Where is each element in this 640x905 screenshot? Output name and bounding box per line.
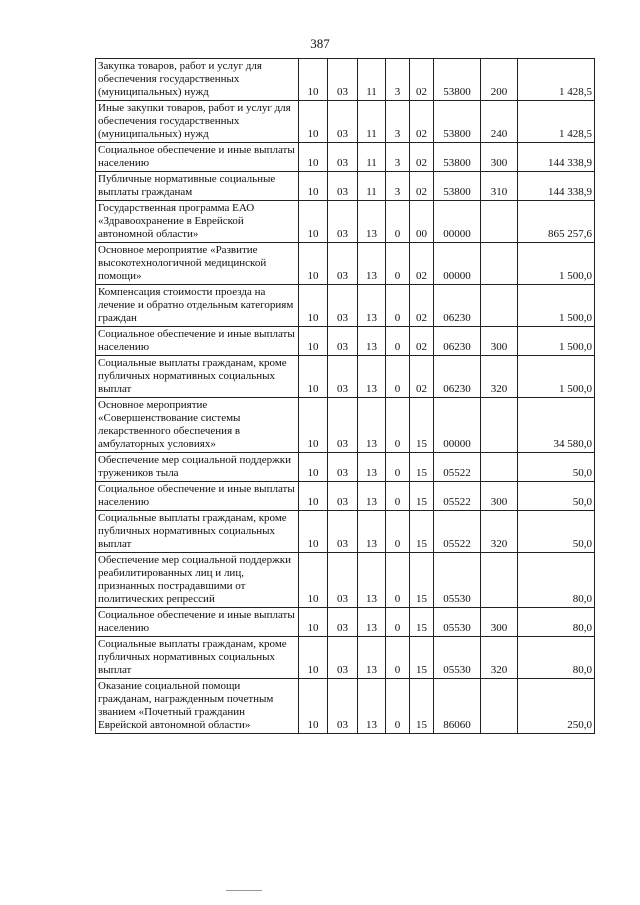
activity-code-cell: 15: [410, 608, 434, 637]
amount-cell: 50,0: [518, 511, 595, 553]
subsection-code-cell: 03: [328, 482, 358, 511]
program-code-cell: 13: [358, 243, 386, 285]
expense-type-cell: 320: [481, 356, 518, 398]
subsection-code-cell: 03: [328, 243, 358, 285]
direction-code-cell: 05530: [434, 637, 481, 679]
footer-divider: [226, 890, 262, 891]
activity-code-cell: 02: [410, 59, 434, 101]
amount-cell: 865 257,6: [518, 201, 595, 243]
subprogram-code-cell: 0: [386, 201, 410, 243]
amount-cell: 250,0: [518, 679, 595, 734]
item-name-cell: Социальное обеспечение и иные выплаты населению: [96, 327, 299, 356]
activity-code-cell: 02: [410, 243, 434, 285]
table-row: [96, 143, 595, 172]
table-row: [96, 608, 595, 637]
subsection-code-cell: 03: [328, 59, 358, 101]
table-row: [96, 398, 595, 453]
subprogram-code-cell: 0: [386, 637, 410, 679]
program-code-cell: 13: [358, 482, 386, 511]
table-row: [96, 285, 595, 327]
item-name-cell: Оказание социальной помощи гражданам, награжденным почетным званием «Почетный гражданин Еврейской автономной области»: [96, 679, 299, 734]
expense-type-cell: 300: [481, 143, 518, 172]
activity-code-cell: 15: [410, 398, 434, 453]
direction-code-cell: 05522: [434, 453, 481, 482]
table-row: [96, 327, 595, 356]
item-name-cell: Государственная программа ЕАО «Здравоохранение в Еврейской автономной области»: [96, 201, 299, 243]
section-code-cell: 10: [299, 356, 328, 398]
subprogram-code-cell: 3: [386, 172, 410, 201]
item-name-cell: Социальное обеспечение и иные выплаты населению: [96, 608, 299, 637]
item-name-cell: Обеспечение мер социальной поддержки тружеников тыла: [96, 453, 299, 482]
direction-code-cell: 06230: [434, 327, 481, 356]
program-code-cell: 13: [358, 608, 386, 637]
table-row: [96, 637, 595, 679]
program-code-cell: 13: [358, 553, 386, 608]
section-code-cell: 10: [299, 453, 328, 482]
direction-code-cell: 05522: [434, 482, 481, 511]
program-code-cell: 13: [358, 356, 386, 398]
section-code-cell: 10: [299, 679, 328, 734]
expense-type-cell: 240: [481, 101, 518, 143]
subsection-code-cell: 03: [328, 201, 358, 243]
activity-code-cell: 00: [410, 201, 434, 243]
table-row: [96, 356, 595, 398]
amount-cell: 1 428,5: [518, 59, 595, 101]
direction-code-cell: 05522: [434, 511, 481, 553]
item-name-cell: Компенсация стоимости проезда на лечение и обратно отдельным категориям граждан: [96, 285, 299, 327]
section-code-cell: 10: [299, 201, 328, 243]
table-row: [96, 101, 595, 143]
section-code-cell: 10: [299, 285, 328, 327]
amount-cell: 34 580,0: [518, 398, 595, 453]
program-code-cell: 11: [358, 143, 386, 172]
program-code-cell: 13: [358, 637, 386, 679]
expense-type-cell: 300: [481, 327, 518, 356]
subprogram-code-cell: 3: [386, 101, 410, 143]
direction-code-cell: 00000: [434, 201, 481, 243]
section-code-cell: 10: [299, 172, 328, 201]
activity-code-cell: 15: [410, 511, 434, 553]
activity-code-cell: 02: [410, 143, 434, 172]
item-name-cell: Публичные нормативные социальные выплаты гражданам: [96, 172, 299, 201]
table-row: [96, 201, 595, 243]
section-code-cell: 10: [299, 553, 328, 608]
item-name-cell: Социальные выплаты гражданам, кроме публичных нормативных социальных выплат: [96, 356, 299, 398]
subprogram-code-cell: 0: [386, 553, 410, 608]
subsection-code-cell: 03: [328, 101, 358, 143]
direction-code-cell: 05530: [434, 553, 481, 608]
expense-type-cell: [481, 398, 518, 453]
direction-code-cell: 53800: [434, 172, 481, 201]
section-code-cell: 10: [299, 608, 328, 637]
section-code-cell: 10: [299, 482, 328, 511]
subprogram-code-cell: 0: [386, 511, 410, 553]
table-row: [96, 453, 595, 482]
amount-cell: 50,0: [518, 453, 595, 482]
section-code-cell: 10: [299, 511, 328, 553]
subprogram-code-cell: 0: [386, 243, 410, 285]
program-code-cell: 13: [358, 511, 386, 553]
subprogram-code-cell: 0: [386, 356, 410, 398]
direction-code-cell: 06230: [434, 285, 481, 327]
subprogram-code-cell: 0: [386, 482, 410, 511]
program-code-cell: 11: [358, 101, 386, 143]
activity-code-cell: 02: [410, 356, 434, 398]
subprogram-code-cell: 3: [386, 143, 410, 172]
subprogram-code-cell: 0: [386, 327, 410, 356]
page-number: 387: [310, 36, 330, 51]
item-name-cell: Закупка товаров, работ и услуг для обеспечения государственных (муниципальных) нужд: [96, 59, 299, 101]
item-name-cell: Социальные выплаты гражданам, кроме публичных нормативных социальных выплат: [96, 511, 299, 553]
subsection-code-cell: 03: [328, 608, 358, 637]
activity-code-cell: 02: [410, 101, 434, 143]
activity-code-cell: 02: [410, 285, 434, 327]
subsection-code-cell: 03: [328, 172, 358, 201]
budget-table: [95, 58, 595, 734]
table-row: [96, 482, 595, 511]
table-row: [96, 59, 595, 101]
expense-type-cell: [481, 285, 518, 327]
subsection-code-cell: 03: [328, 356, 358, 398]
subsection-code-cell: 03: [328, 143, 358, 172]
item-name-cell: Социальное обеспечение и иные выплаты населению: [96, 143, 299, 172]
item-name-cell: Основное мероприятие «Развитие высокотехнологичной медицинской помощи»: [96, 243, 299, 285]
subprogram-code-cell: 0: [386, 453, 410, 482]
activity-code-cell: 15: [410, 482, 434, 511]
activity-code-cell: 15: [410, 553, 434, 608]
expense-type-cell: 300: [481, 608, 518, 637]
section-code-cell: 10: [299, 243, 328, 285]
direction-code-cell: 86060: [434, 679, 481, 734]
item-name-cell: Обеспечение мер социальной поддержки реабилитированных лиц и лиц, признанных пострадавшими от политических репрессий: [96, 553, 299, 608]
expense-type-cell: 320: [481, 511, 518, 553]
expense-type-cell: [481, 453, 518, 482]
section-code-cell: 10: [299, 398, 328, 453]
amount-cell: 1 500,0: [518, 356, 595, 398]
direction-code-cell: 00000: [434, 243, 481, 285]
table-row: [96, 243, 595, 285]
subprogram-code-cell: 0: [386, 679, 410, 734]
item-name-cell: Социальные выплаты гражданам, кроме публичных нормативных социальных выплат: [96, 637, 299, 679]
subsection-code-cell: 03: [328, 679, 358, 734]
table-row: [96, 553, 595, 608]
amount-cell: 50,0: [518, 482, 595, 511]
direction-code-cell: 00000: [434, 398, 481, 453]
subsection-code-cell: 03: [328, 637, 358, 679]
program-code-cell: 13: [358, 327, 386, 356]
subprogram-code-cell: 0: [386, 608, 410, 637]
subprogram-code-cell: 0: [386, 285, 410, 327]
expense-type-cell: 310: [481, 172, 518, 201]
direction-code-cell: 53800: [434, 59, 481, 101]
section-code-cell: 10: [299, 59, 328, 101]
direction-code-cell: 05530: [434, 608, 481, 637]
amount-cell: 1 500,0: [518, 327, 595, 356]
expense-type-cell: [481, 553, 518, 608]
expense-type-cell: 320: [481, 637, 518, 679]
item-name-cell: Основное мероприятие «Совершенствование системы лекарственного обеспечения в амбулаторных условиях»: [96, 398, 299, 453]
item-name-cell: Иные закупки товаров, работ и услуг для обеспечения государственных (муниципальных) нужд: [96, 101, 299, 143]
subsection-code-cell: 03: [328, 327, 358, 356]
activity-code-cell: 15: [410, 637, 434, 679]
program-code-cell: 13: [358, 201, 386, 243]
subsection-code-cell: 03: [328, 453, 358, 482]
section-code-cell: 10: [299, 101, 328, 143]
table-row: [96, 679, 595, 734]
subsection-code-cell: 03: [328, 511, 358, 553]
program-code-cell: 13: [358, 285, 386, 327]
subprogram-code-cell: 3: [386, 59, 410, 101]
subsection-code-cell: 03: [328, 285, 358, 327]
activity-code-cell: 02: [410, 327, 434, 356]
section-code-cell: 10: [299, 143, 328, 172]
activity-code-cell: 02: [410, 172, 434, 201]
amount-cell: 1 428,5: [518, 101, 595, 143]
budget-table-body: [96, 59, 595, 734]
amount-cell: 80,0: [518, 553, 595, 608]
program-code-cell: 11: [358, 172, 386, 201]
subsection-code-cell: 03: [328, 553, 358, 608]
section-code-cell: 10: [299, 327, 328, 356]
expense-type-cell: 300: [481, 482, 518, 511]
subsection-code-cell: 03: [328, 398, 358, 453]
expense-type-cell: [481, 679, 518, 734]
amount-cell: 80,0: [518, 637, 595, 679]
section-code-cell: 10: [299, 637, 328, 679]
amount-cell: 144 338,9: [518, 172, 595, 201]
table-row: [96, 511, 595, 553]
amount-cell: 1 500,0: [518, 243, 595, 285]
amount-cell: 1 500,0: [518, 285, 595, 327]
program-code-cell: 13: [358, 398, 386, 453]
amount-cell: 80,0: [518, 608, 595, 637]
program-code-cell: 13: [358, 453, 386, 482]
direction-code-cell: 06230: [434, 356, 481, 398]
direction-code-cell: 53800: [434, 143, 481, 172]
activity-code-cell: 15: [410, 679, 434, 734]
activity-code-cell: 15: [410, 453, 434, 482]
program-code-cell: 11: [358, 59, 386, 101]
expense-type-cell: [481, 201, 518, 243]
item-name-cell: Социальное обеспечение и иные выплаты населению: [96, 482, 299, 511]
table-row: [96, 172, 595, 201]
subprogram-code-cell: 0: [386, 398, 410, 453]
direction-code-cell: 53800: [434, 101, 481, 143]
expense-type-cell: 200: [481, 59, 518, 101]
amount-cell: 144 338,9: [518, 143, 595, 172]
program-code-cell: 13: [358, 679, 386, 734]
expense-type-cell: [481, 243, 518, 285]
